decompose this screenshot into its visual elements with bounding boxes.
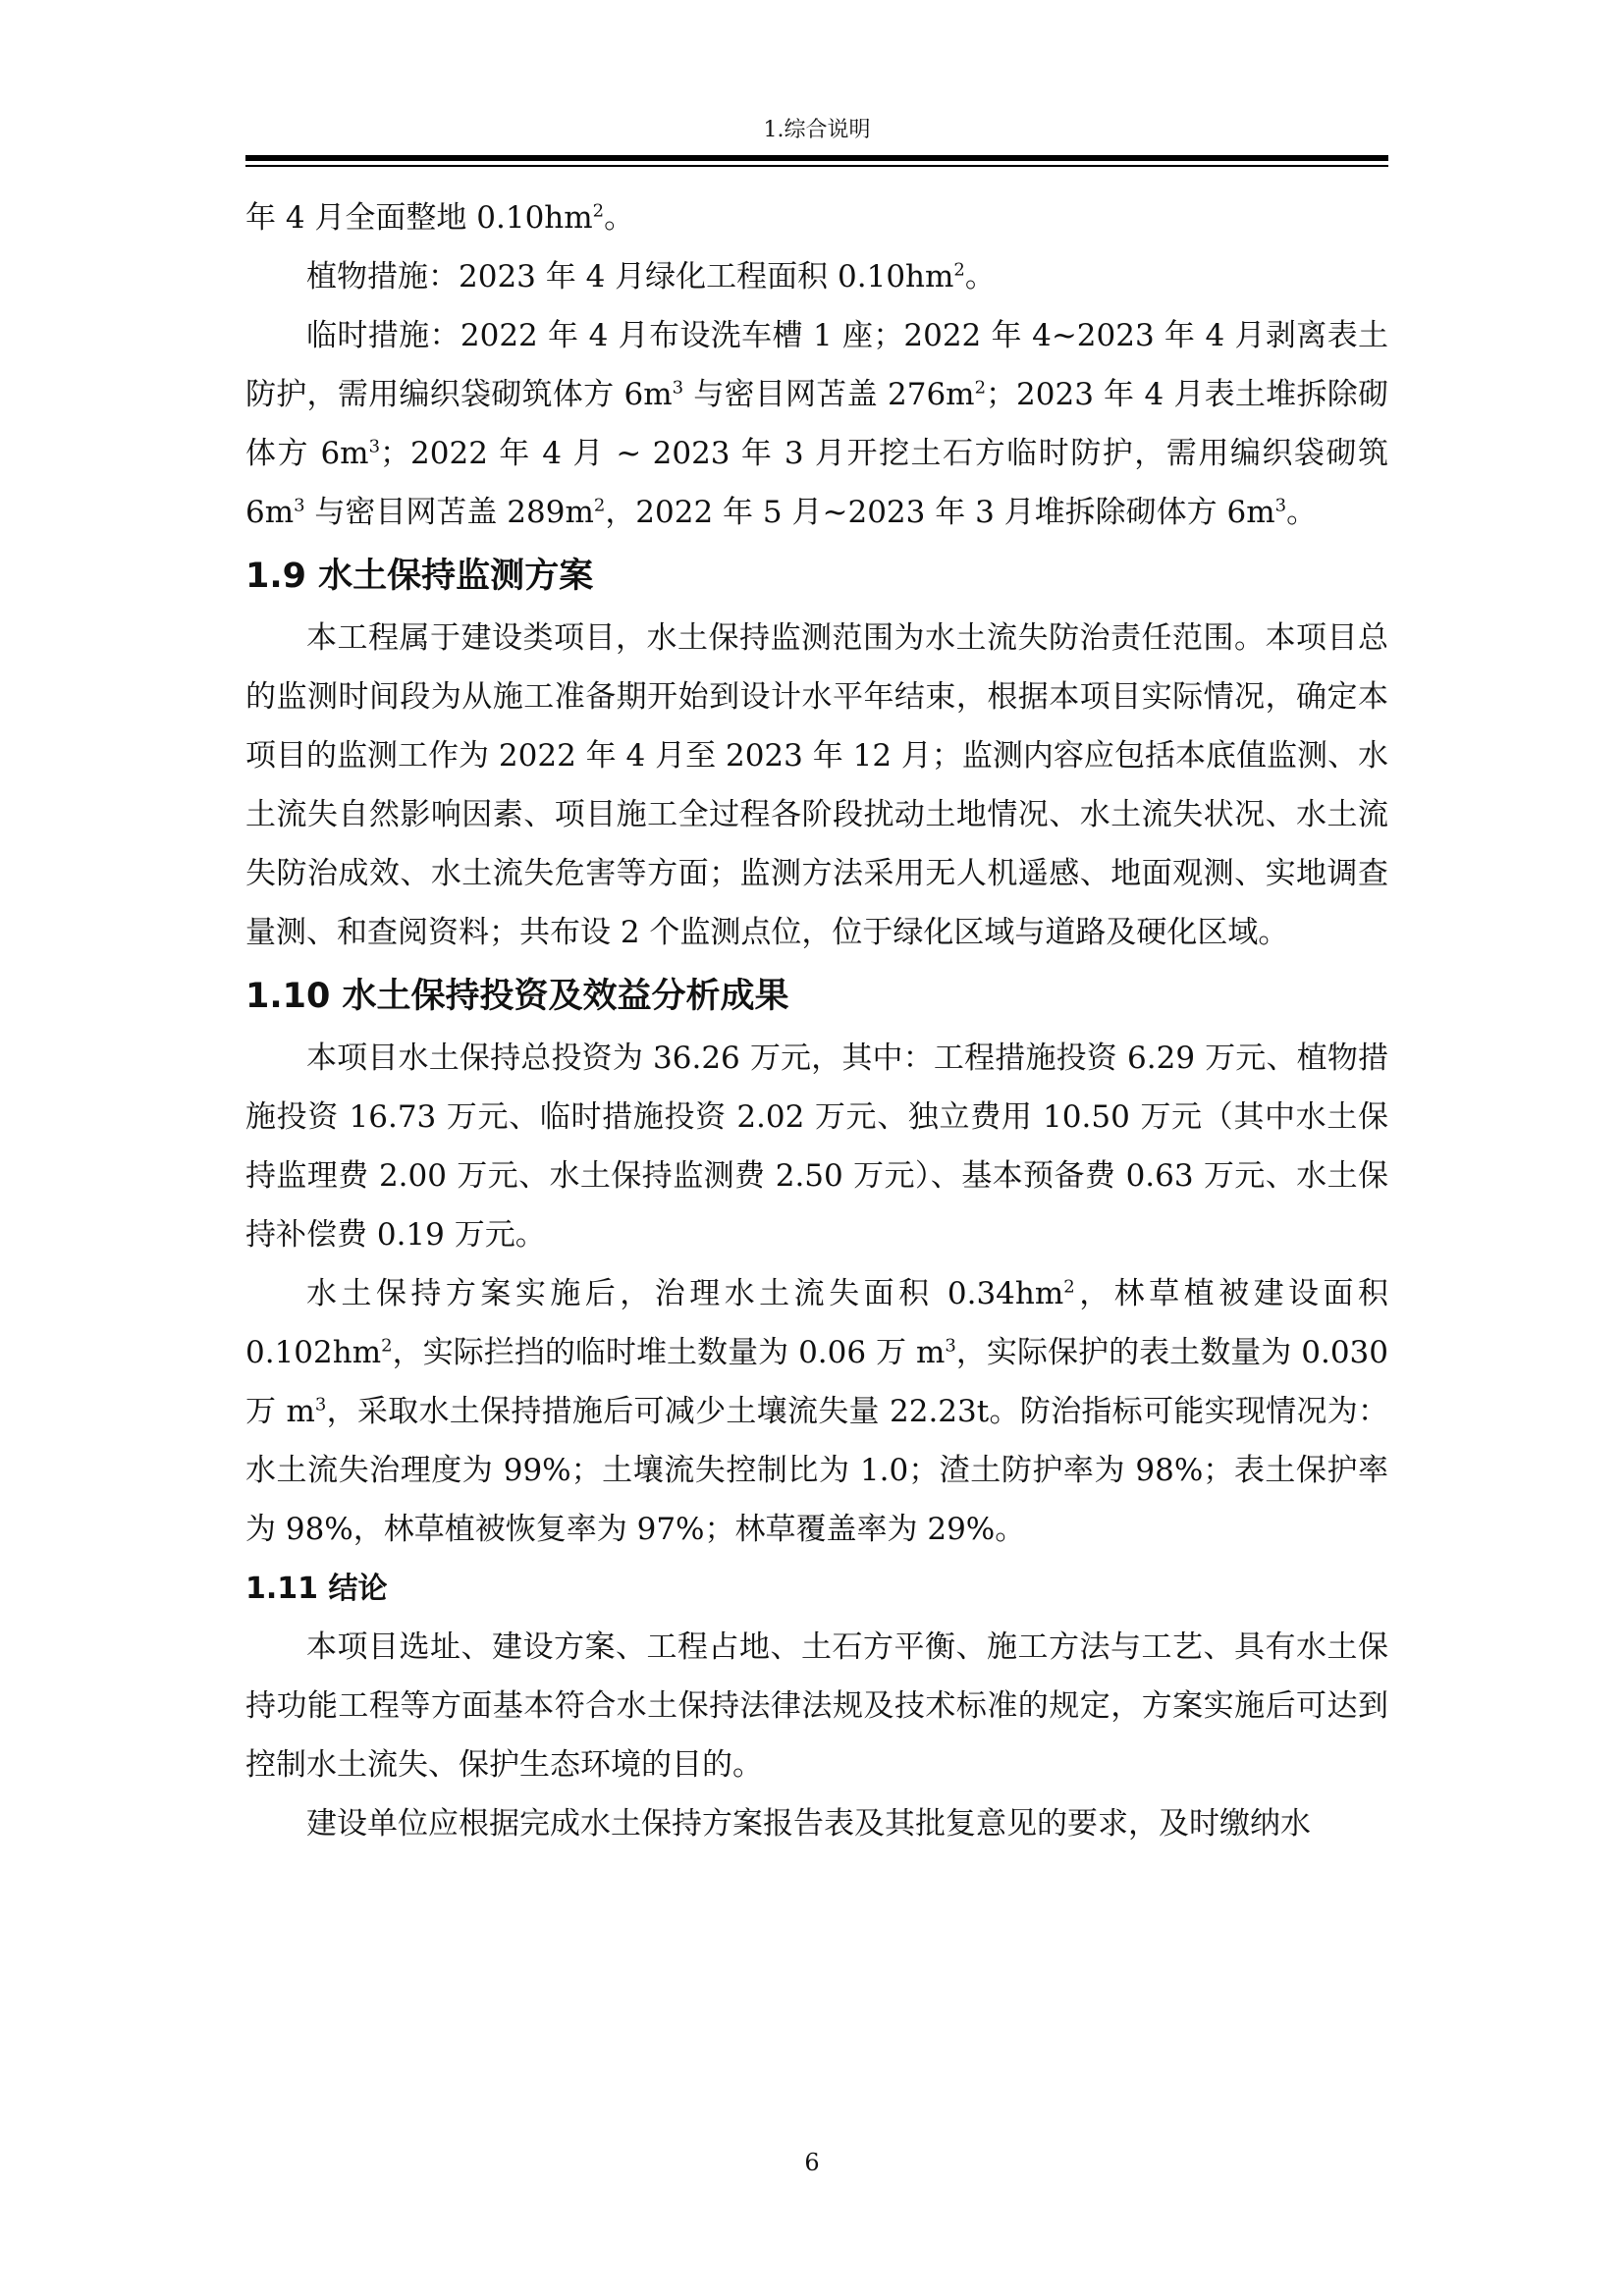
paragraph-plant-measures: 植物措施：2023 年 4 月绿化工程面积 $0.10hm^2$。 <box>306 259 996 294</box>
header-rule-thick <box>245 155 1388 161</box>
running-header: 1.综合说明 <box>763 118 871 142</box>
section-heading-1-10: 1.10 水土保持投资及效益分析成果 <box>245 977 789 1016</box>
paragraph-conclusion: 本项目选址、建设方案、工程占地、土石方平衡、施工方法与工艺、具有水土保持功能工程等方面基本符合水土保持法律法规及技术标准的规定，方案实施后可达到控制水土流失、保护生态环境的目的。 <box>245 1629 1388 1783</box>
paragraph-continued: 年 4 月全面整地 $0.10hm^2$。 <box>245 200 635 236</box>
header-rule-thin <box>245 165 1388 167</box>
section-heading-1-11: 1.11 结论 <box>245 1572 388 1606</box>
page-number: 6 <box>804 2149 820 2176</box>
section-heading-1-9: 1.9 水土保持监测方案 <box>245 557 594 596</box>
paragraph-benefits: 水土保持方案实施后，治理水土流失面积 $0.34hm^2$，林草植被建设面积 $0.102hm^2$，实际拦挡的临时堆土数量为 0.06 万 $m^3$，实际保护的表土数量为 0.030 万 $m^3$，采取水土保持措施后可减少土壤流失量 22.23t。防治指标可能实现情况为：水土流失治理度为 99%；土壤流失控制比为 1.0；渣土防护率为 98%；表土保护率为 98%，林草植被恢复率为 97%；林草覆盖率为 29%。 <box>245 1276 1389 1547</box>
paragraph-monitoring-plan: 本工程属于建设类项目，水土保持监测范围为水土流失防治责任范围。本项目总的监测时间段为从施工准备期开始到设计水平年结束，根据本项目实际情况，确定本项目的监测工作为 2022 年 4 月至 2023 年 12 月；监测内容应包括本底值监测、水土流失自然影响因素、项目施工全过程各阶段扰动土地情况、水土流失状况、水土流失防治成效、水土流失危害等方面；监测方法采用无人机遥感、地面观测、实地调查量测、和查阅资料；共布设 2 个监测点位，位于绿化区域与道路及硬化区域。 <box>245 620 1388 950</box>
paragraph-temporary-measures: 临时措施：2022 年 4 月布设洗车槽 1 座；2022 年 4~2023 年 4 月剥离表土防护，需用编织袋砌筑体方 $6m^3$ 与密目网苫盖 $276m^2$；2023 年 4 月表土堆拆除砌体方 $6m^3$；2022 年 4 月 ~ 2023 年 3 月开挖土石方临时防护，需用编织袋砌筑 $6m^3$ 与密目网苫盖 $289m^2$，2022 年 5 月~2023 年 3 月堆拆除砌体方 $6m^3$。 <box>245 318 1388 530</box>
paragraph-investment: 本项目水土保持总投资为 36.26 万元，其中：工程措施投资 6.29 万元、植物措施投资 16.73 万元、临时措施投资 2.02 万元、独立费用 10.50 万元（其中水土保持监理费 2.00 万元、水土保持监测费 2.50 万元）、基本预备费 0.63 万元、水土保持补偿费 0.19 万元。 <box>245 1041 1388 1253</box>
paragraph-conclusion-continued: 建设单位应根据完成水土保持方案报告表及其批复意见的要求，及时缴纳水 <box>306 1806 1311 1842</box>
page-body <box>245 188 1388 1853</box>
